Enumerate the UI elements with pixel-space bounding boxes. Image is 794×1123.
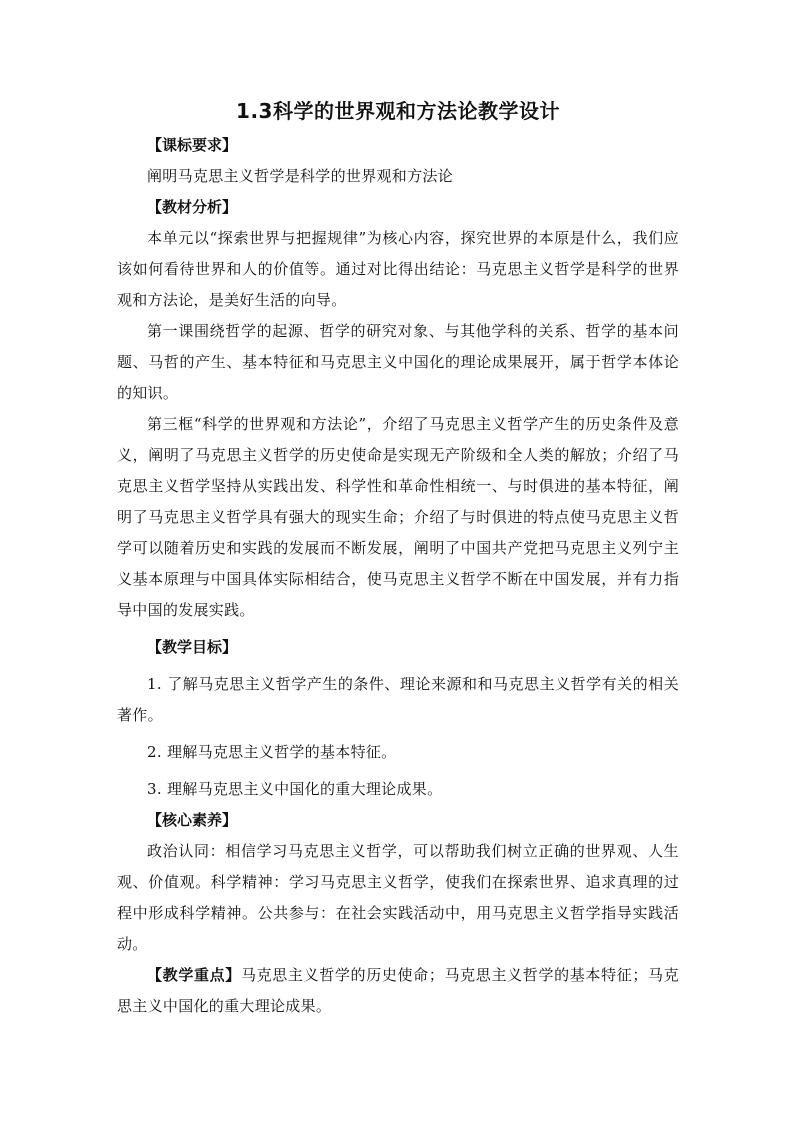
section-heading-objectives: 【教学目标】: [147, 638, 238, 656]
keypoints-paragraph: [117, 960, 679, 1022]
section-heading-literacy: 【核心素养】: [147, 811, 238, 829]
keypoints-text: 马克思主义哲学的历史使命；马克思主义哲学的基本特征；马克思主义中国化的重大理论成果。: [117, 966, 679, 1015]
section-heading-textbook: 【教材分析】: [147, 198, 238, 216]
textbook-paragraph-2: 第一课围绕哲学的起源、哲学的研究对象、与其他学科的关系、哲学的基本问题、马哲的产生、基本特征和马克思主义中国化的理论成果展开，属于哲学本体论的知识。: [117, 322, 679, 402]
textbook-paragraph-3: 第三框“科学的世界观和方法论”，介绍了马克思主义哲学产生的历史条件及意义，阐明了马克思主义哲学的历史使命是实现无产阶级和全人类的解放；介绍了马克思主义哲学坚持从实践出发、科学性和革命性相统一、与时俱进的基本特征，阐明了马克思主义哲学具有强大的现实生命；介绍了与时俱进的特点使马克思主义哲学可以随着历史和实践的发展而不断发展，阐明了中国共产党把马克思主义列宁主义基本原理与中国具体实际相结合，使马克思主义哲学不断在中国发展，并有力指导中国的发展实践。: [117, 415, 679, 619]
section-heading-keypoints: 【教学重点】: [147, 966, 241, 984]
objective-item-1: 1. 了解马克思主义哲学产生的条件、理论来源和和马克思主义哲学有关的相关著作。: [117, 675, 679, 724]
literacy-text: 政治认同：相信学习马克思主义哲学，可以帮助我们树立正确的世界观、人生观、价值观。科学精神：学习马克思主义哲学，使我们在探索世界、追求真理的过程中形成科学精神。公共参与：在社会实践活动中，用马克思主义哲学指导实践活动。: [117, 842, 679, 953]
document-title: 1.3科学的世界观和方法论教学设计: [236, 99, 560, 123]
document-page: [117, 96, 679, 1022]
textbook-paragraph-1: 本单元以“探索世界与把握规律”为核心内容，探究世界的本原是什么，我们应该如何看待世界和人的价值等。通过对比得出结论：马克思主义哲学是科学的世界观和方法论，是美好生活的向导。: [117, 229, 679, 309]
objective-item-2: 2. 理解马克思主义哲学的基本特征。: [147, 743, 397, 761]
objective-item-3: 3. 理解马克思主义中国化的重大理论成果。: [147, 780, 443, 798]
section-heading-curriculum: 【课标要求】: [147, 136, 238, 154]
curriculum-text: 阐明马克思主义哲学是科学的世界观和方法论: [147, 167, 454, 185]
